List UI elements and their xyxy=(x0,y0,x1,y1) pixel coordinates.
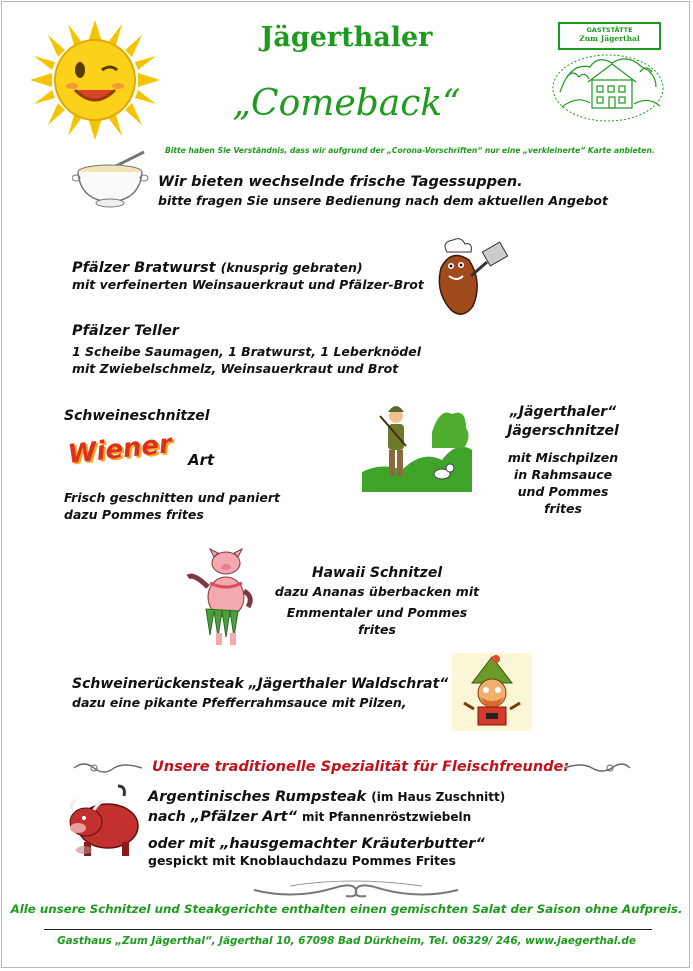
special-line3-b: „hausgemachter Kräuterbutter“ xyxy=(220,836,485,852)
special-line2-c: mit Pfannenröstzwiebeln xyxy=(302,810,472,824)
jaeger-desc2: in Rahmsauce xyxy=(513,467,613,482)
soup-desc: bitte fragen Sie unsere Bedienung nach dem aktuellen Angebot xyxy=(158,193,608,208)
special-line1-extra: (im Haus Zuschnitt) xyxy=(371,790,506,804)
special-line4: gespickt mit Knoblauchdazu Pommes Frites xyxy=(148,853,456,868)
stamp-line1: GASTSTÄTTE xyxy=(586,26,633,34)
corona-notice: Bitte haben Sie Verständnis, dass wir aufgrund der „Corona-Vorschriften“ nur eine „verkleinerte“ Karte anbieten. xyxy=(165,146,655,155)
gnome-icon xyxy=(452,653,532,731)
flourish-divider-bottom xyxy=(250,878,462,900)
sausage-chef-icon xyxy=(425,238,510,318)
bratwurst-desc: mit verfeinerten Weinsauerkraut und Pfälzer-Brot xyxy=(72,277,424,292)
teller-title: Pfälzer Teller xyxy=(72,323,179,339)
schnitzel-desc1: Frisch geschnitten und paniert xyxy=(64,490,281,505)
wiener-word: Wiener xyxy=(66,429,174,470)
footer-rule xyxy=(44,929,652,930)
bratwurst-title: Pfälzer Bratwurst xyxy=(72,260,216,276)
jaeger-desc3: und Pommes frites xyxy=(517,484,609,516)
menu-subtitle: „Comeback“ xyxy=(232,83,461,124)
hawaii-desc1: dazu Ananas überbacken mit xyxy=(274,584,480,599)
stamp-line2: Zum Jägerthal xyxy=(579,34,640,43)
art-word: Art xyxy=(188,451,215,469)
bratwurst-heading xyxy=(72,257,363,276)
hawaii-title: Hawaii Schnitzel xyxy=(311,565,443,581)
menu-title: Jägerthaler xyxy=(260,22,433,53)
restaurant-building-icon xyxy=(552,52,664,122)
footer-note: Alle unsere Schnitzel und Steakgerichte enthalten einen gemischten Salat der Saison ohne Aufpreis. xyxy=(10,902,683,916)
special-line3-a: oder mit xyxy=(148,836,215,852)
restaurant-stamp xyxy=(558,22,661,50)
teller-desc1: 1 Scheibe Saumagen, 1 Bratwurst, 1 Leberknödel xyxy=(72,344,421,359)
teller-desc2: mit Zwiebelschmelz, Weinsauerkraut und Brot xyxy=(72,361,399,376)
footer-address: Gasthaus „Zum Jägerthal“, Jägerthal 10, 67098 Bad Dürkheim, Tel. 06329/ 246, www.jaegerthal.de xyxy=(57,935,636,947)
bull-icon xyxy=(64,782,142,858)
steak-desc: dazu eine pikante Pfefferrahmsauce mit Pilzen, xyxy=(72,695,407,710)
jaeger-title2: Jägerschnitzel xyxy=(507,423,619,439)
schnitzel-title: Schweineschnitzel xyxy=(64,408,210,424)
special-line2-b: „Pfälzer Art“ xyxy=(190,809,297,825)
hawaii-block xyxy=(272,565,482,638)
soup-bowl-icon xyxy=(72,150,150,208)
flourish-divider-right xyxy=(562,759,632,777)
jaeger-block xyxy=(498,404,628,517)
special-line1 xyxy=(148,786,505,805)
soup-title: Wir bieten wechselnde frische Tagessuppen. xyxy=(158,174,523,190)
special-line2 xyxy=(148,806,471,825)
hunter-icon xyxy=(362,402,472,492)
steak-title: Schweinerückensteak „Jägerthaler Waldschrat“ xyxy=(72,676,449,692)
pig-hula-icon xyxy=(184,547,266,647)
special-heading: Unsere traditionelle Spezialität für Fleischfreunde: xyxy=(152,759,570,775)
bratwurst-extra: (knusprig gebraten) xyxy=(220,260,363,275)
jaeger-title1: „Jägerthaler“ xyxy=(509,404,617,420)
special-line1-main: Argentinisches Rumpsteak xyxy=(148,789,367,805)
special-line2-a: nach xyxy=(148,809,186,825)
hawaii-desc2: Emmentaler und Pommes frites xyxy=(286,605,468,637)
jaeger-desc1: mit Mischpilzen xyxy=(507,450,619,465)
flourish-divider-left xyxy=(72,759,144,777)
schnitzel-desc2: dazu Pommes frites xyxy=(64,507,204,522)
special-line3 xyxy=(148,833,485,852)
